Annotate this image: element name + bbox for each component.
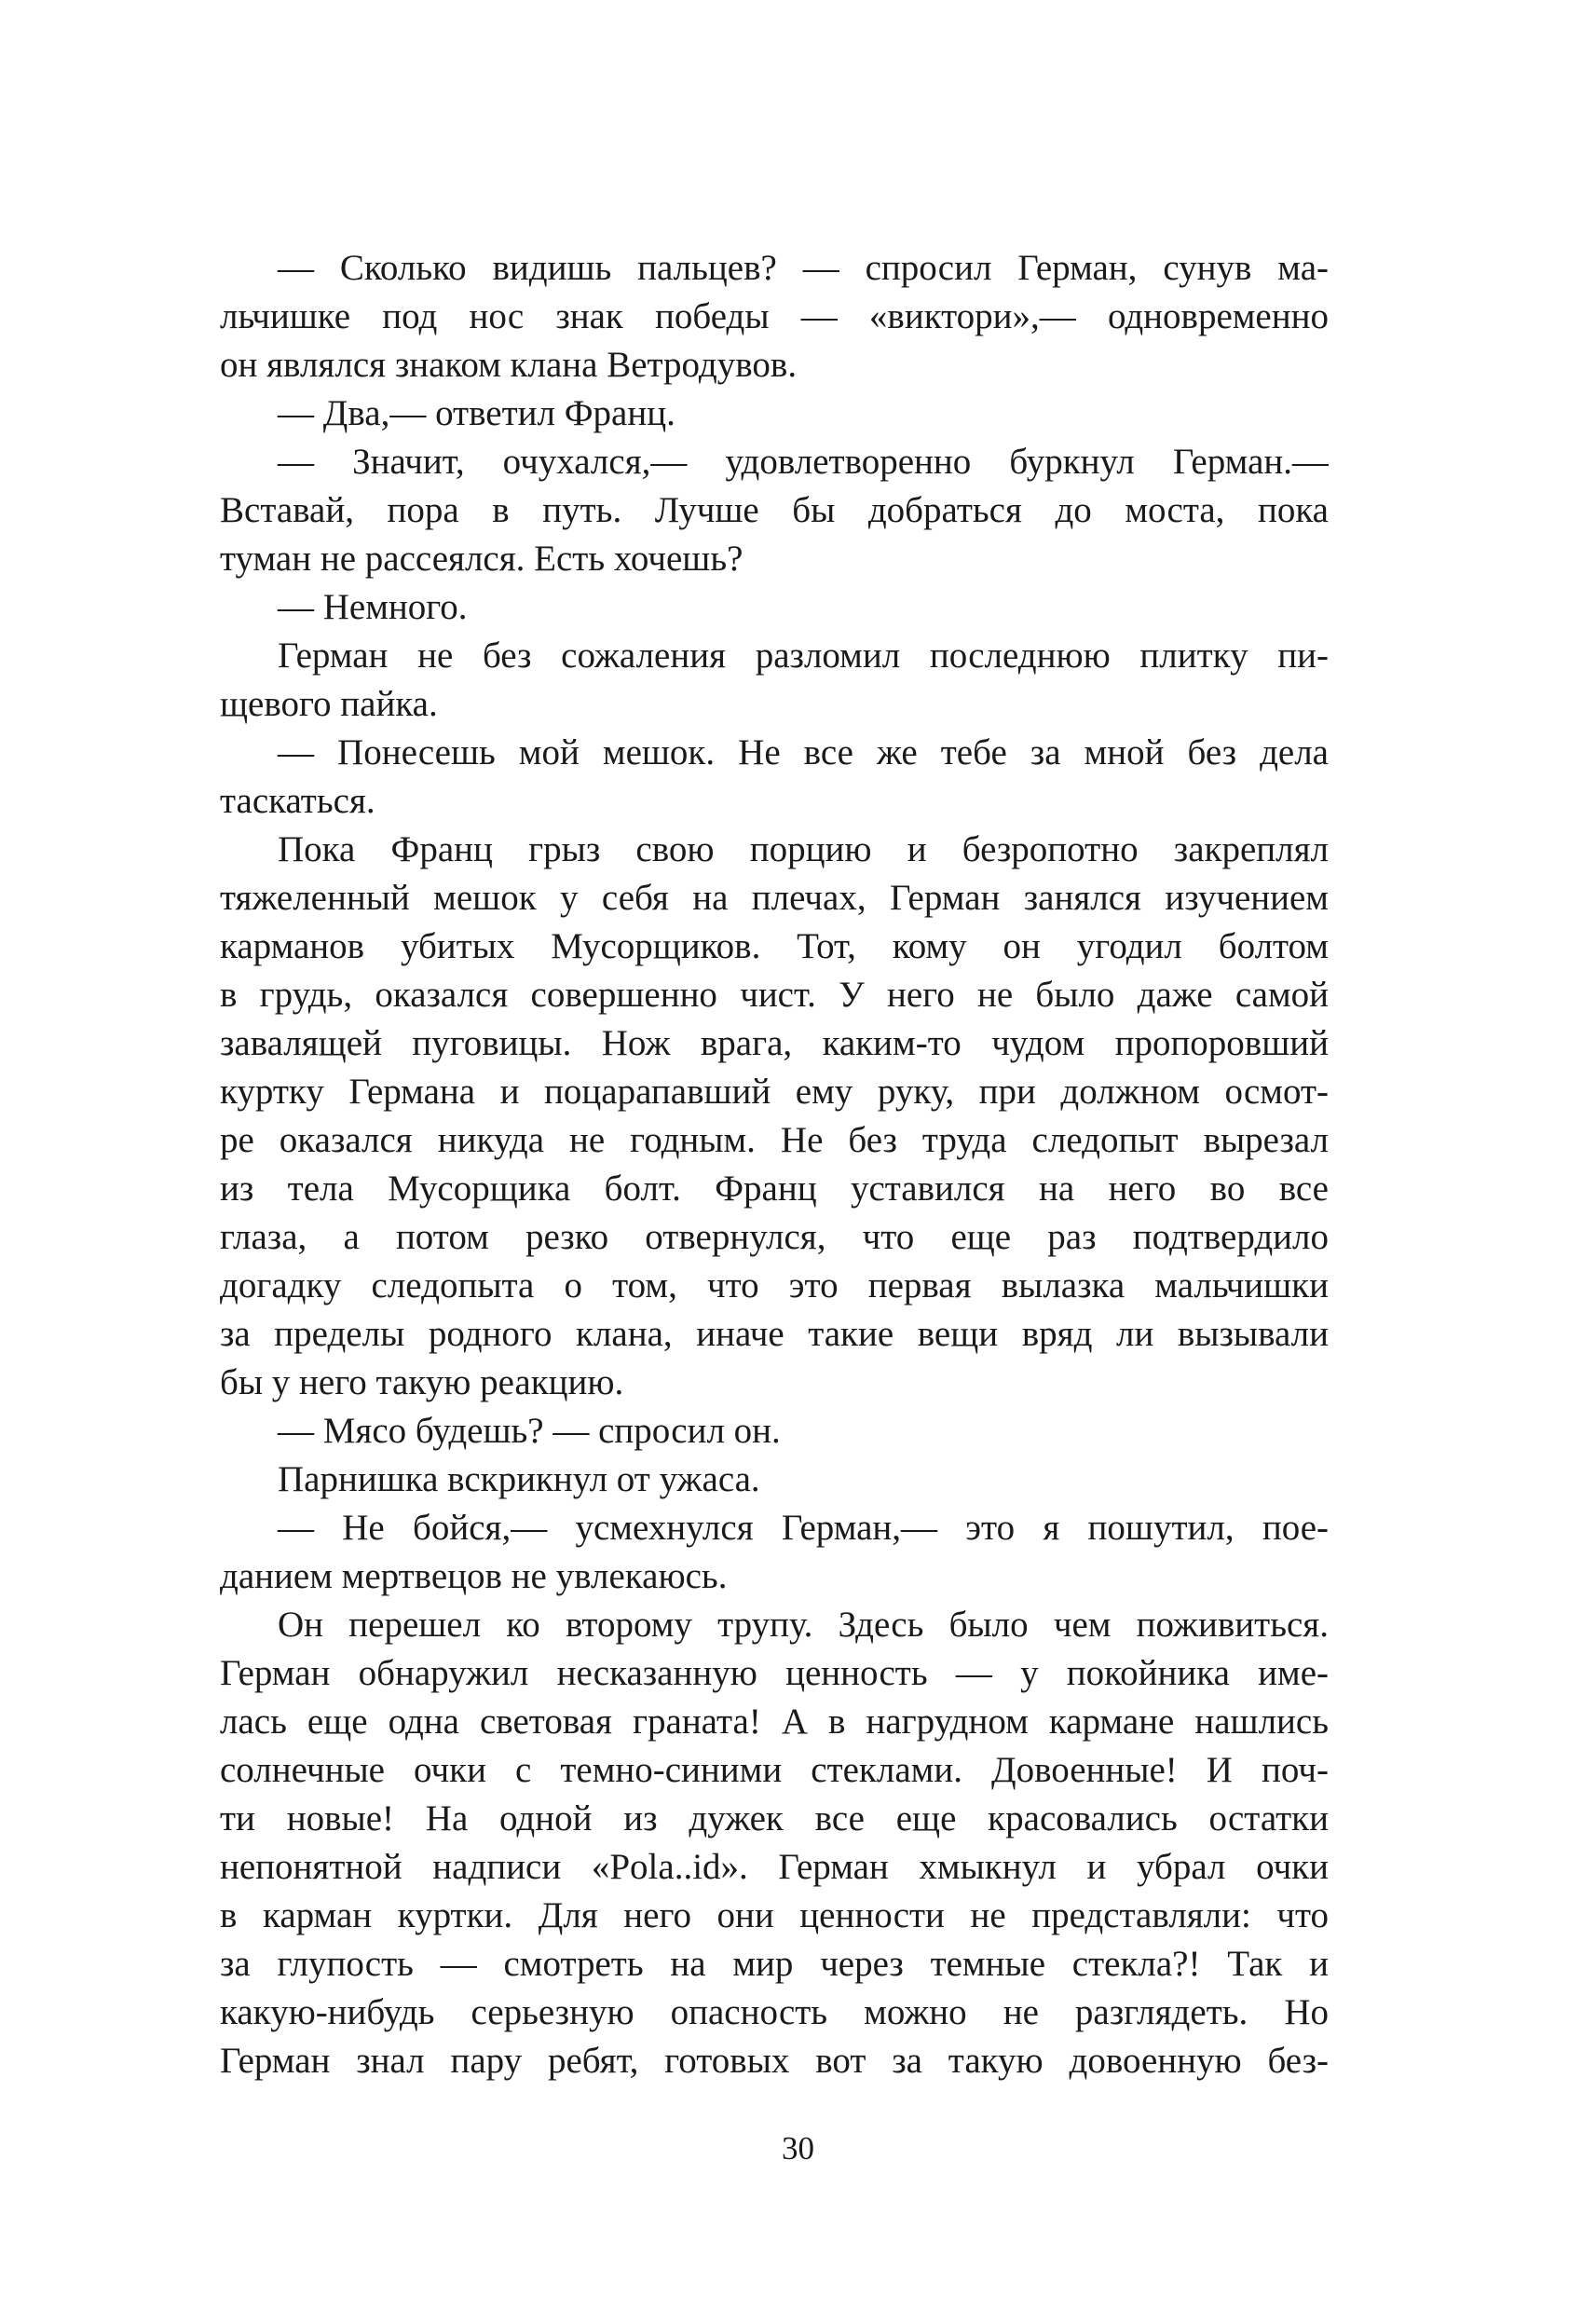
- text-line: туман не рассеялся. Есть хочешь?: [220, 539, 743, 579]
- text-line: — Немного.: [278, 587, 468, 627]
- body-text: [220, 244, 1329, 2085]
- text-line: за глупость — смотреть на мир через темные стекла?! Так и: [220, 1944, 1329, 1984]
- text-line: из тела Мусорщика болт. Франц уставился на него во все: [220, 1169, 1329, 1209]
- text-line: — Понесешь мой мешок. Не все же тебе за мной без дела: [278, 732, 1329, 772]
- text-line: ти новые! На одной из дужек все еще красовались остатки: [220, 1798, 1329, 1838]
- text-line: ре оказался никуда не годным. Не без труда следопыт вырезал: [220, 1120, 1329, 1160]
- text-line: в карман куртки. Для него они ценности не представляли: что: [220, 1895, 1329, 1935]
- text-line: за пределы родного клана, иначе такие вещи вряд ли вызывали: [220, 1314, 1329, 1354]
- text-line: тяжеленный мешок у себя на плечах, Герман занялся изучением: [220, 878, 1329, 918]
- text-line: — Мясо будешь? — спросил он.: [278, 1411, 781, 1451]
- text-line: он являлся знаком клана Ветродувов.: [220, 345, 798, 385]
- text-line: Парнишка вскрикнул от ужаса.: [278, 1459, 760, 1499]
- text-line: льчишке под нос знак победы — «виктори»,— одновременно: [220, 296, 1329, 336]
- text-line: Пока Франц грыз свою порцию и безропотно закреплял: [278, 829, 1329, 869]
- text-line: Герман не без сожаления разломил последнюю плитку пи-: [278, 636, 1329, 676]
- text-line: карманов убитых Мусорщиков. Тот, кому он угодил болтом: [220, 926, 1329, 966]
- text-line: Вставай, пора в путь. Лучше бы добраться до моста, пока: [220, 490, 1329, 530]
- text-line: догадку следопыта о том, что это первая вылазка мальчишки: [220, 1265, 1329, 1305]
- page-number: 30: [782, 2130, 814, 2166]
- text-line: непонятной надписи «Pola..id». Герман хмыкнул и убрал очки: [220, 1847, 1329, 1887]
- text-line: — Сколько видишь пальцев? — спросил Герман, сунув ма-: [278, 248, 1329, 288]
- text-line: щевого пайка.: [220, 684, 438, 724]
- text-line: куртку Германа и поцарапавший ему руку, при должном осмот-: [220, 1072, 1329, 1112]
- text-line: Герман знал пару ребят, готовых вот за такую довоенную без-: [220, 2041, 1329, 2081]
- text-line: солнечные очки с темно-синими стеклами. Довоенные! И поч-: [220, 1750, 1329, 1790]
- text-line: завалящей пуговицы. Нож врага, каким-то чудом пропоровший: [220, 1023, 1329, 1063]
- text-line: — Два,— ответил Франц.: [278, 393, 675, 433]
- text-line: — Не бойся,— усмехнулся Герман,— это я пошутил, пое-: [278, 1508, 1329, 1548]
- text-line: данием мертвецов не увлекаюсь.: [220, 1556, 728, 1596]
- text-line: Он перешел ко второму трупу. Здесь было чем поживиться.: [278, 1605, 1329, 1645]
- text-line: лась еще одна световая граната! А в нагрудном кармане нашлись: [220, 1702, 1329, 1742]
- text-line: таскаться.: [220, 781, 375, 821]
- text-line: в грудь, оказался совершенно чист. У него не было даже самой: [220, 975, 1329, 1015]
- text-line: — Значит, очухался,— удовлетворенно буркнул Герман.—: [278, 442, 1329, 482]
- text-line: глаза, а потом резко отвернулся, что еще раз подтвердило: [220, 1217, 1329, 1257]
- text-line: какую-нибудь серьезную опасность можно не разглядеть. Но: [220, 1992, 1329, 2032]
- text-line: Герман обнаружил несказанную ценность — у покойника име-: [220, 1653, 1329, 1693]
- text-line: бы у него такую реакцию.: [220, 1362, 624, 1402]
